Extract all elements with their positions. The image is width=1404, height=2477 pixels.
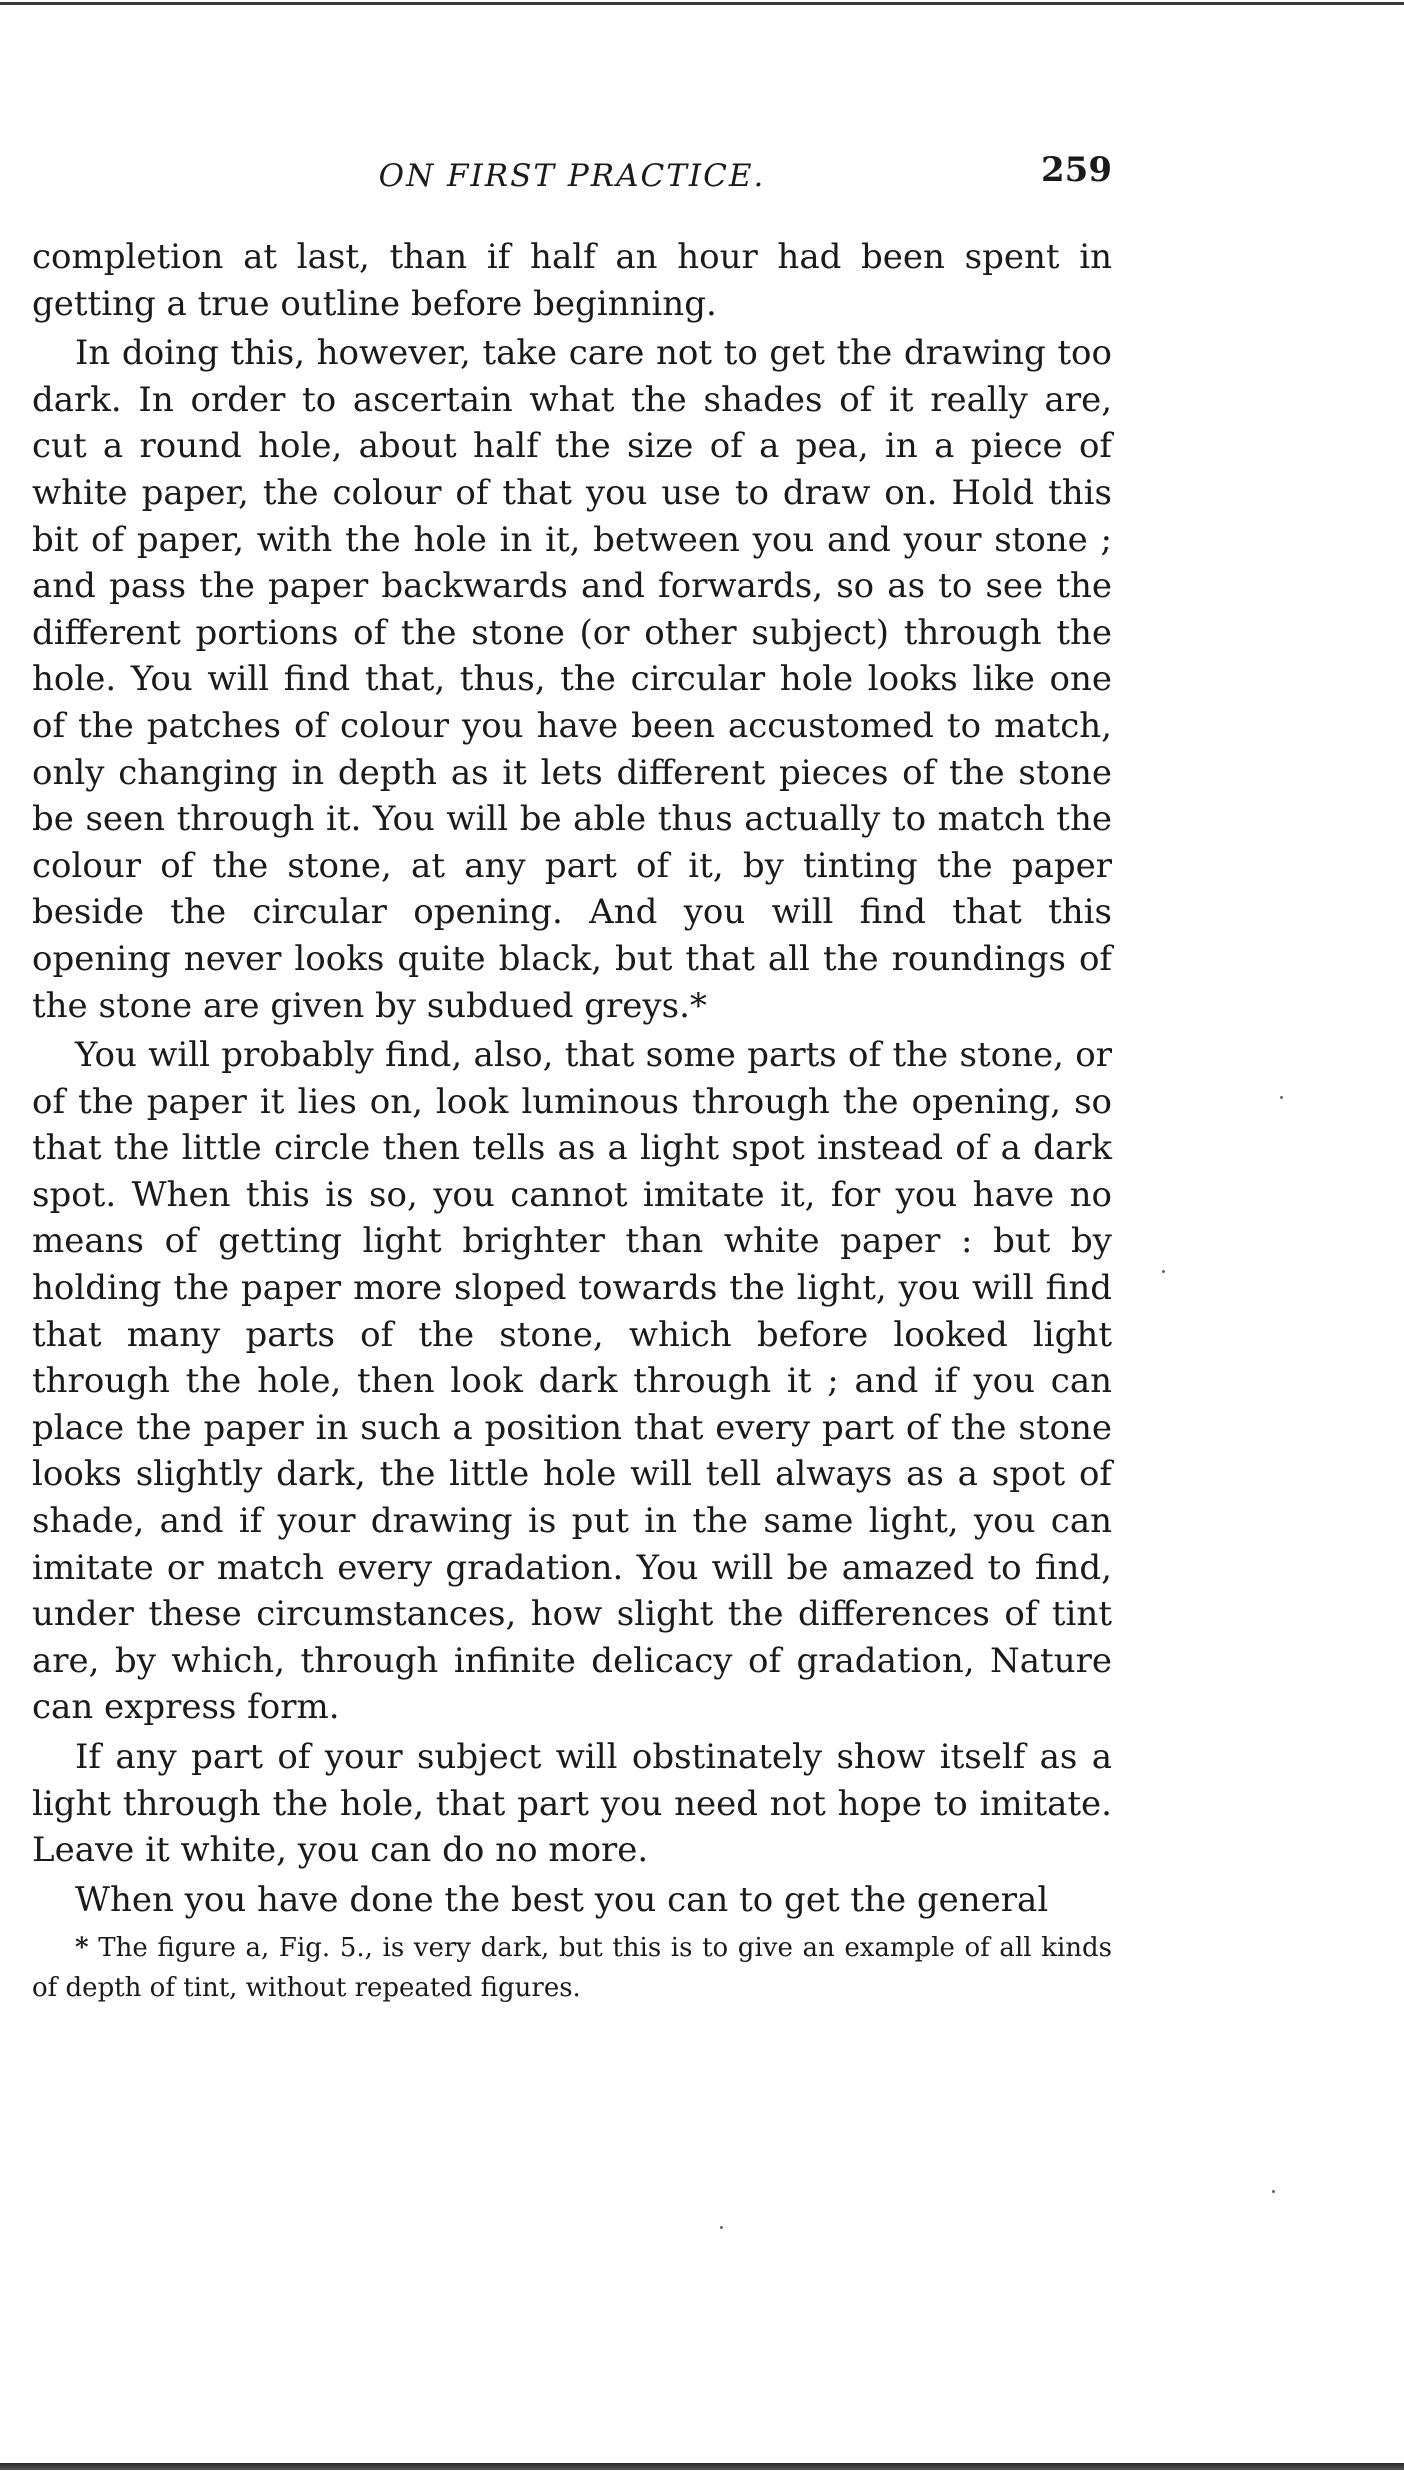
paper-speck — [1162, 1270, 1165, 1273]
paragraph-continued: completion at last, than if half an hour had been spent in getting a true outline before beginning. — [32, 237, 1112, 324]
paragraph: In doing this, however, take care not to get the drawing too dark. In order to ascertain what the shades of it really are, cut a round hole, about half the size of a pea, in a piece of white paper, the colour of that you use to draw on. Hold this bit of paper, with the hole in it, between you and your stone ; and pass the paper backwards and forwards, so as to see the different portions of the stone (or other subject) through the hole. You will find that, thus, the circular hole looks like one of the patches of colour you have been accustomed to match, only changing in depth as it lets different pieces of the stone be seen through it. You will be able thus actually to match the colour of the stone, at any part of it, by tinting the paper beside the circular opening. And you will find that this opening never looks quite black, but that all the roundings of the stone are given by subdued greys.* — [32, 333, 1112, 1026]
paper-speck — [720, 2226, 723, 2229]
running-head: ON FIRST PRACTICE. — [378, 158, 766, 194]
paragraph: If any part of your subject will obstinately show itself as a light through the hole, that part you need not hope to imitate. Leave it white, you can do no more. — [32, 1737, 1112, 1871]
paragraph: You will probably find, also, that some parts of the stone, or of the paper it lies on, look luminous through the opening, so that the little circle then tells as a light spot instead of a dark spot. When this is so, you cannot imitate it, for you have no means of getting light brighter than white paper : but by holding the paper more sloped towards the light, you will find that many parts of the stone, which before looked light through the hole, then look dark through it ; and if you can place the paper in such a position that every part of the stone looks slightly dark, the little hole will tell always as a spot of shade, and if your drawing is put in the same light, you can imitate or match every gradation. You will be amazed to find, under these circumstances, how slight the differences of tint are, by which, through infinite delicacy of gradation, Nature can express form. — [32, 1035, 1112, 1728]
footnote — [32, 1928, 1112, 2008]
page-top-edge — [0, 2, 1404, 5]
paper-speck — [1272, 2190, 1275, 2193]
paragraph: When you have done the best you can to get the general — [75, 1879, 1049, 1920]
footnote-text: The figure a, Fig. 5., is very dark, but this is to give an example of all kinds of depth of tint, without repeated figures. — [32, 1933, 1112, 2003]
page-number: 259 — [1041, 150, 1112, 190]
page-header — [32, 150, 1112, 200]
footnote-marker: * — [75, 1933, 89, 1963]
paper-speck — [1280, 1096, 1283, 1099]
body-text — [32, 234, 1112, 1926]
page-bottom-edge — [0, 2463, 1404, 2470]
